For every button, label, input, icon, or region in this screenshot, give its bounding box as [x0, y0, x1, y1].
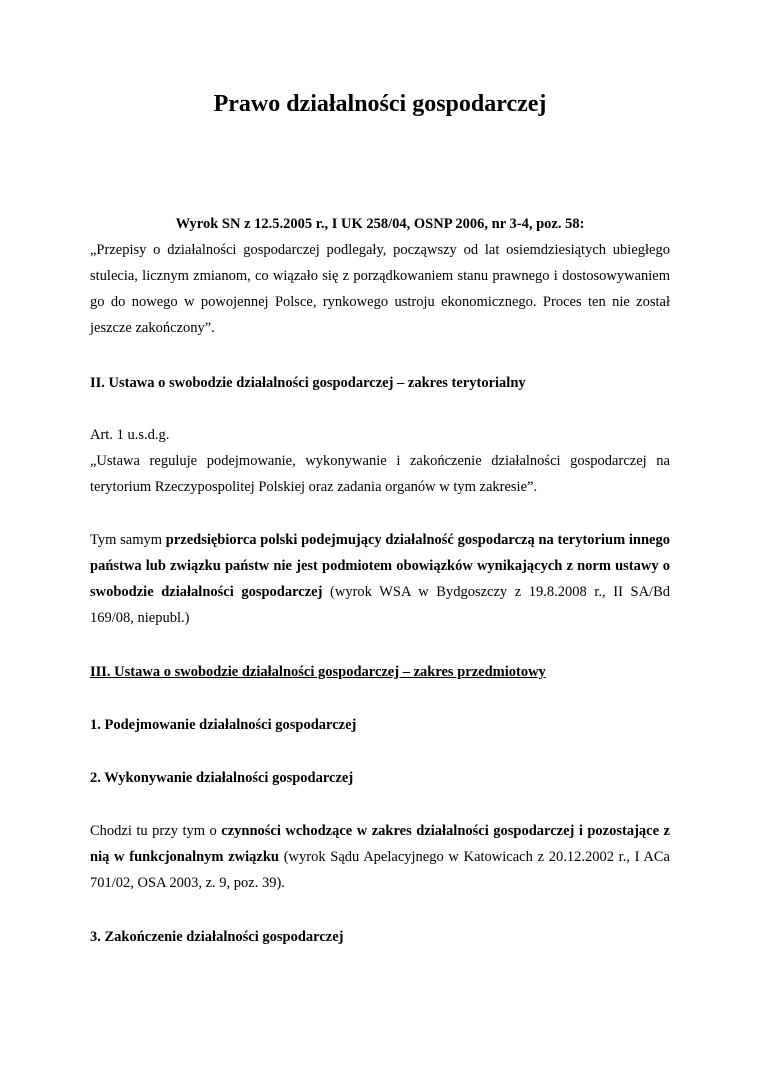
paragraph-activities-intro: Chodzi tu przy tym o: [90, 823, 222, 839]
list-item-3: 3. Zakończenie działalności gospodarczej: [90, 929, 344, 945]
ruling-quote: „Przepisy o działalności gospodarczej podlegały, począwszy od lat osiemdziesiątych ubiegłego stulecia, licznym zmianom, co wiązało się z porządkowaniem stanu prawnego i dostosowywaniem go do nowego w powojennej Polsce, rynkowego ustroju ekonomicznego. Proces ten nie został jeszcze zakończony”.: [90, 242, 670, 336]
paragraph-scope-intro: Tym samym: [90, 532, 166, 548]
ruling-heading: Wyrok SN z 12.5.2005 r., I UK 258/04, OSNP 2006, nr 3-4, poz. 58:: [175, 216, 585, 232]
paragraph-activities-citation: (wyrok Sądu Apelacyjnego w Katowicach z 20.12.2002 r., I ACa 701/02, OSA 2003, z. 9, poz. 39).: [90, 849, 670, 891]
paragraph-activities-emphasis: czynności wchodzące w zakres działalności gospodarczej i pozostające z nią w funkcjonalnym związku: [90, 823, 670, 865]
paragraph-scope-emphasis: przedsiębiorca polski podejmujący działalność gospodarczą na terytorium innego państwa lub związku państw nie jest podmiotem obowiązków wynikających z norm ustawy o swobodzie działalności gospodarczej: [90, 532, 670, 600]
article-reference: Art. 1 u.s.d.g.: [90, 427, 170, 443]
section-2-heading: II. Ustawa o swobodzie działalności gospodarczej – zakres terytorialny: [90, 375, 526, 391]
list-item-2: 2. Wykonywanie działalności gospodarczej: [90, 770, 354, 786]
paragraph-scope-citation: (wyrok WSA w Bydgoszczy z 19.8.2008 r., II SA/Bd 169/08, niepubl.): [90, 584, 670, 626]
paragraph-activities: [90, 818, 670, 896]
article-quote: „Ustawa reguluje podejmowanie, wykonywanie i zakończenie działalności gospodarczej na terytorium Rzeczypospolitej Polskiej oraz zadania organów w tym zakresie”.: [90, 453, 670, 495]
list-item-1: 1. Podejmowanie działalności gospodarczej: [90, 717, 357, 733]
paragraph-scope: [90, 527, 670, 631]
page-title: Prawo działalności gospodarczej: [213, 91, 547, 117]
section-3-heading: III. Ustawa o swobodzie działalności gospodarczej – zakres przedmiotowy: [90, 664, 546, 680]
